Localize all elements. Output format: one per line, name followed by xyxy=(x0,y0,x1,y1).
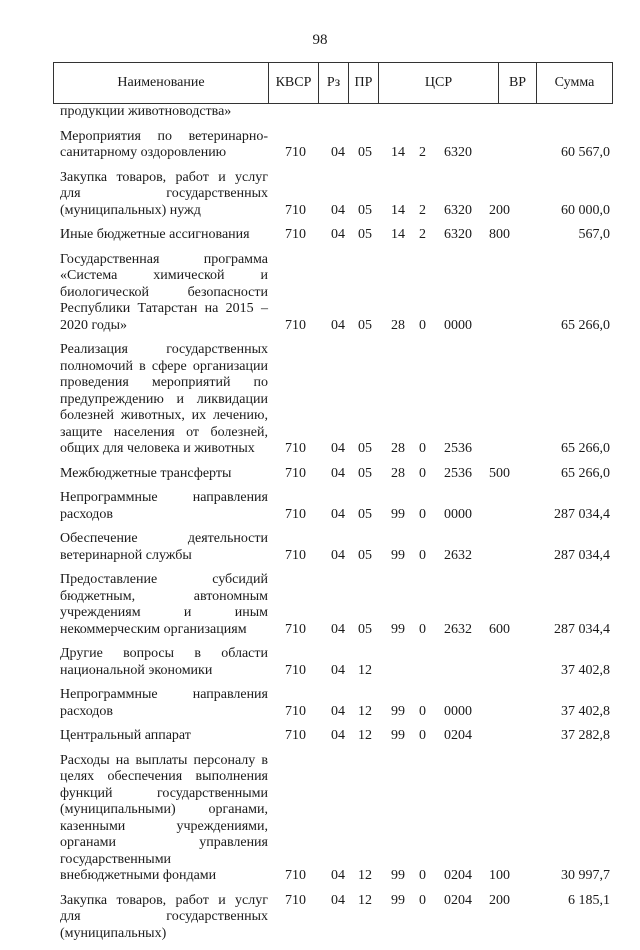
row-name: Расходы на выплаты персоналу в целях обеспечения выполнения функций государственными (муниципальными) органами, казенными учреждениями, органами управления государственными внебюджетными фондами xyxy=(60,752,268,883)
row-sum: 30 997,7 xyxy=(561,868,610,883)
table-row xyxy=(0,170,640,220)
row-pr: 05 xyxy=(358,441,372,456)
table-row xyxy=(0,227,640,244)
row-name: Непрограммные направления расходов xyxy=(60,490,268,522)
row-cs1: 99 xyxy=(391,868,405,883)
row-cs1: 14 xyxy=(391,227,405,242)
row-kvsr: 710 xyxy=(285,892,306,908)
row-pr: 05 xyxy=(358,465,372,481)
row-rz: 04 xyxy=(331,662,345,678)
row-name: Центральный аппарат xyxy=(60,728,191,743)
row-sum: 65 266,0 xyxy=(561,441,610,456)
header-pr: ПР xyxy=(349,63,379,103)
row-sum: 37 402,8 xyxy=(561,703,610,719)
table-row xyxy=(0,687,640,720)
row-rz: 04 xyxy=(331,547,345,563)
row-pr: 12 xyxy=(358,728,372,743)
row-cs2: 2 xyxy=(419,202,426,218)
row-sum: 287 034,4 xyxy=(554,621,610,637)
row-kvsr: 710 xyxy=(285,227,306,242)
row-cs1: 14 xyxy=(391,145,405,160)
row-vr: 200 xyxy=(489,892,510,908)
row-pr: 12 xyxy=(358,868,372,883)
row-cs2: 0 xyxy=(419,728,426,743)
row-name: Реализация государственных полномочий в сфере организации проведения мероприятий по предупреждению и ликвидации болезней животных, их лечению, защите населения от болезней, общих для человека и животных xyxy=(60,342,268,456)
header-rz: Рз xyxy=(319,63,349,103)
header-csr: ЦСР xyxy=(379,63,499,103)
table-row xyxy=(0,572,640,638)
row-name: продукции животноводства» xyxy=(60,104,232,119)
row-cs3: 6320 xyxy=(444,145,472,160)
row-pr: 05 xyxy=(358,202,372,218)
row-name: Непрограммные направления расходов xyxy=(60,687,268,719)
row-sum: 6 185,1 xyxy=(568,892,610,908)
row-name: Другие вопросы в области национальной экономики xyxy=(60,646,268,678)
table-row xyxy=(0,753,640,885)
row-kvsr: 710 xyxy=(285,317,306,333)
row-pr: 05 xyxy=(358,227,372,242)
row-kvsr: 710 xyxy=(285,145,306,160)
row-pr: 05 xyxy=(358,145,372,160)
row-rz: 04 xyxy=(331,227,345,242)
row-cs3: 0000 xyxy=(444,703,472,719)
row-rz: 04 xyxy=(331,621,345,637)
row-vr: 200 xyxy=(489,202,510,218)
row-vr: 800 xyxy=(489,227,510,242)
row-name: Государственная программа «Система химической и биологической безопасности Республики Татарстан на 2015 – 2020 годы» xyxy=(60,251,268,333)
row-cs2: 0 xyxy=(419,506,426,522)
row-cs2: 0 xyxy=(419,703,426,719)
row-cs3: 0204 xyxy=(444,728,472,743)
row-sum: 65 266,0 xyxy=(561,317,610,333)
row-cs3: 6320 xyxy=(444,202,472,218)
row-cs1: 99 xyxy=(391,547,405,563)
table-row xyxy=(0,646,640,679)
row-cs2: 0 xyxy=(419,621,426,637)
row-pr: 05 xyxy=(358,317,372,333)
row-name: Обеспечение деятельности ветеринарной службы xyxy=(60,531,268,563)
row-cs2: 0 xyxy=(419,547,426,563)
row-rz: 04 xyxy=(331,441,345,456)
row-rz: 04 xyxy=(331,145,345,160)
row-cs1: 28 xyxy=(391,465,405,481)
row-kvsr: 710 xyxy=(285,202,306,218)
table-row xyxy=(0,728,640,745)
row-sum: 60 567,0 xyxy=(561,145,610,160)
row-cs3: 0204 xyxy=(444,892,472,908)
table-row xyxy=(0,466,640,483)
row-name: Межбюджетные трансферты xyxy=(60,465,232,481)
row-vr: 500 xyxy=(489,465,510,481)
row-cs3: 2632 xyxy=(444,621,472,637)
row-sum: 37 282,8 xyxy=(561,728,610,743)
row-name: Иные бюджетные ассигнования xyxy=(60,227,250,242)
row-cs1: 28 xyxy=(391,441,405,456)
row-cs2: 0 xyxy=(419,317,426,333)
row-cs2: 0 xyxy=(419,868,426,883)
row-name: Предоставление субсидий бюджетным, автономным учреждениям и иным некоммерческим организациям xyxy=(60,572,268,637)
row-vr: 600 xyxy=(489,621,510,637)
row-cs2: 0 xyxy=(419,465,426,481)
row-name: Закупка товаров, работ и услуг для государственных (муниципальных) xyxy=(60,892,268,941)
row-kvsr: 710 xyxy=(285,868,306,883)
table-row xyxy=(0,129,640,162)
table-row xyxy=(0,104,640,121)
row-rz: 04 xyxy=(331,317,345,333)
header-sum: Сумма xyxy=(554,75,595,90)
row-kvsr: 710 xyxy=(285,506,306,522)
row-rz: 04 xyxy=(331,868,345,883)
row-rz: 04 xyxy=(331,703,345,719)
row-cs2: 0 xyxy=(419,441,426,456)
row-kvsr: 710 xyxy=(285,703,306,719)
row-kvsr: 710 xyxy=(285,662,306,678)
table-row xyxy=(0,531,640,564)
row-cs2: 0 xyxy=(419,892,426,908)
row-rz: 04 xyxy=(331,506,345,522)
row-pr: 12 xyxy=(358,662,372,678)
row-cs3: 0000 xyxy=(444,317,472,333)
table-header xyxy=(53,62,613,104)
row-cs3: 0000 xyxy=(444,506,472,522)
row-rz: 04 xyxy=(331,202,345,218)
table-row xyxy=(0,893,640,943)
row-sum: 65 266,0 xyxy=(561,465,610,481)
row-cs1: 99 xyxy=(391,892,405,908)
row-cs2: 2 xyxy=(419,227,426,242)
table-row xyxy=(0,342,640,458)
row-sum: 287 034,4 xyxy=(554,506,610,522)
row-pr: 05 xyxy=(358,621,372,637)
row-cs1: 99 xyxy=(391,506,405,522)
row-rz: 04 xyxy=(331,728,345,743)
header-kvsr: КВСР xyxy=(269,63,319,103)
header-name: Наименование xyxy=(54,63,269,103)
row-cs3: 6320 xyxy=(444,227,472,242)
row-pr: 05 xyxy=(358,506,372,522)
row-rz: 04 xyxy=(331,892,345,908)
row-rz: 04 xyxy=(331,465,345,481)
row-name: Мероприятия по ветеринарно-санитарному оздоровлению xyxy=(60,128,268,160)
row-pr: 12 xyxy=(358,703,372,719)
row-cs1: 99 xyxy=(391,621,405,637)
row-kvsr: 710 xyxy=(285,441,306,456)
table-body xyxy=(0,104,640,950)
row-cs1: 99 xyxy=(391,728,405,743)
header-vr: ВР xyxy=(499,63,537,103)
row-sum: 60 000,0 xyxy=(561,202,610,218)
row-cs3: 2536 xyxy=(444,465,472,481)
row-kvsr: 710 xyxy=(285,547,306,563)
row-pr: 05 xyxy=(358,547,372,563)
row-kvsr: 710 xyxy=(285,728,306,743)
row-cs1: 28 xyxy=(391,317,405,333)
row-sum: 287 034,4 xyxy=(554,547,610,563)
row-cs3: 2632 xyxy=(444,547,472,563)
table-row xyxy=(0,490,640,523)
row-cs3: 0204 xyxy=(444,868,472,883)
row-vr: 100 xyxy=(489,868,510,883)
page-number: 98 xyxy=(312,32,328,48)
row-cs1: 99 xyxy=(391,703,405,719)
table-row xyxy=(0,252,640,335)
row-cs1: 14 xyxy=(391,202,405,218)
row-sum: 567,0 xyxy=(578,227,610,242)
row-name: Закупка товаров, работ и услуг для государственных (муниципальных) нужд xyxy=(60,169,268,218)
row-kvsr: 710 xyxy=(285,621,306,637)
row-cs2: 2 xyxy=(419,145,426,160)
row-cs3: 2536 xyxy=(444,441,472,456)
row-pr: 12 xyxy=(358,892,372,908)
row-kvsr: 710 xyxy=(285,465,306,481)
row-sum: 37 402,8 xyxy=(561,662,610,678)
